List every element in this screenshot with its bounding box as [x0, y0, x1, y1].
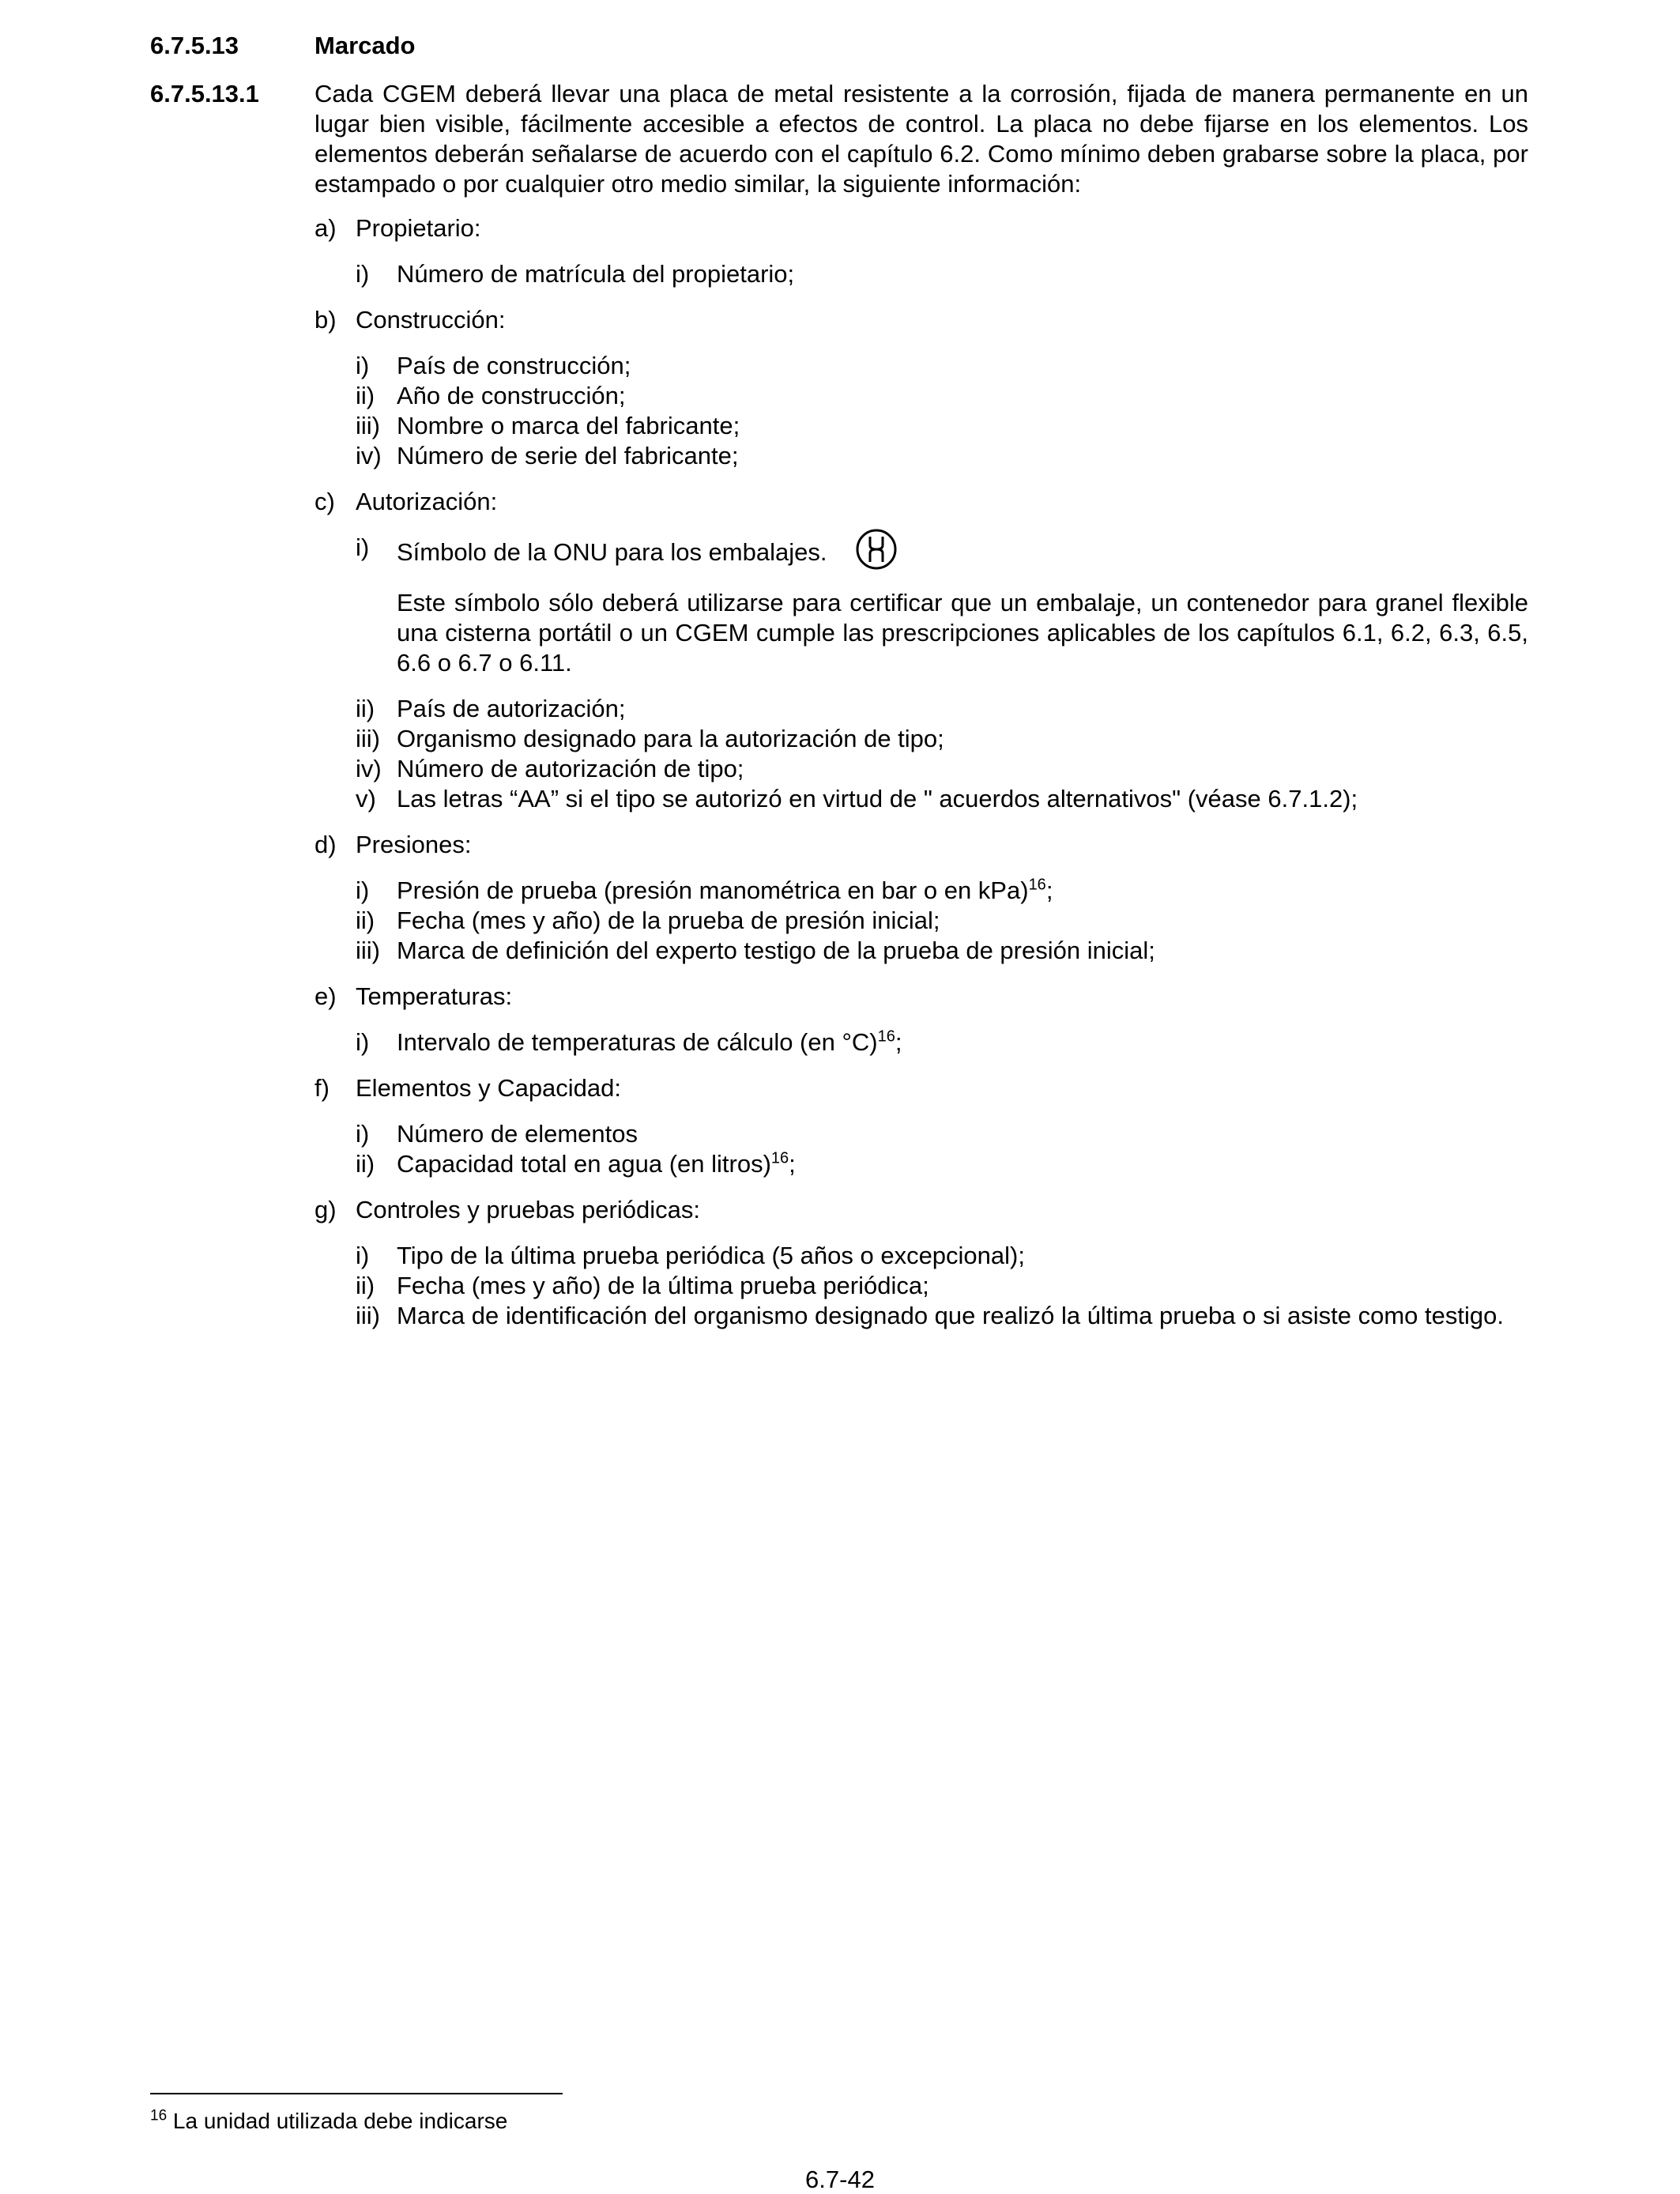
item-marker: iv) — [356, 755, 382, 782]
item-text-end: ; — [789, 1150, 796, 1178]
list-item — [356, 351, 1528, 381]
group-label-text: Temperaturas: — [356, 982, 513, 1010]
item-marker: ii) — [356, 695, 375, 722]
page-number: 6.7-42 — [805, 2166, 875, 2193]
list-item — [356, 1301, 1528, 1331]
section-number: 6.7.5.13 — [150, 32, 239, 59]
footnote-reference: 16 — [877, 1027, 895, 1046]
item-text: Año de construcción; — [397, 382, 626, 409]
item-text: Presión de prueba (presión manométrica en bar o en kPa) — [397, 876, 1029, 904]
group-label — [315, 982, 1528, 1012]
item-marker: iii) — [356, 1302, 380, 1329]
list-group-owner — [315, 213, 1528, 289]
footnote-reference: 16 — [1028, 876, 1046, 894]
list-item — [356, 411, 1528, 441]
group-label-text: Controles y pruebas periódicas: — [356, 1196, 700, 1223]
group-marker: a) — [315, 214, 337, 242]
list-item — [356, 694, 1528, 724]
list-item — [356, 724, 1528, 754]
list-item — [356, 876, 1528, 906]
list-group-construction — [315, 305, 1528, 471]
item-marker: iii) — [356, 412, 380, 439]
item-text: País de construcción; — [397, 352, 631, 379]
un-symbol-note: Este símbolo sólo deberá utilizarse para certificar que un embalaje, un contenedor para granel flexible una cisterna portátil o un CGEM cumple las prescripciones aplicables de los capítulos 6.1, 6.2, 6.3, 6.5, 6.6 o 6.7 o 6.11. — [397, 589, 1528, 677]
list-item — [356, 1149, 1528, 1179]
item-text-end: ; — [895, 1028, 902, 1056]
list-item — [356, 784, 1528, 814]
item-marker: iii) — [356, 725, 380, 752]
footnote-reference: 16 — [770, 1149, 789, 1167]
list-group-elements-capacity — [315, 1073, 1528, 1179]
item-text: Intervalo de temperaturas de cálculo (en °C) — [397, 1028, 878, 1056]
group-label-text: Elementos y Capacidad: — [356, 1074, 622, 1102]
group-label — [315, 305, 1528, 335]
item-text: País de autorización; — [397, 695, 626, 722]
item-text: Capacidad total en agua (en litros) — [397, 1150, 771, 1178]
group-label — [315, 487, 1528, 517]
section-heading — [150, 32, 416, 60]
footnote-mark: 16 — [150, 2107, 168, 2124]
item-marker: i) — [356, 1242, 370, 1269]
item-text: Número de serie del fabricante; — [397, 442, 739, 469]
item-marker: iv) — [356, 442, 382, 469]
list-item — [356, 441, 1528, 471]
item-marker: i) — [356, 533, 370, 561]
group-marker: d) — [315, 831, 337, 858]
item-text: Las letras “AA” si el tipo se autorizó en virtud de " acuerdos alternativos" (véase 6.7.1.2); — [397, 785, 1358, 812]
footnote-separator — [150, 2093, 563, 2094]
group-marker: g) — [315, 1196, 337, 1223]
group-label — [315, 830, 1528, 860]
intro-paragraph: Cada CGEM deberá llevar una placa de metal resistente a la corrosión, fijada de manera permanente en un lugar bien visible, fácilmente accesible a efectos de control. La placa no debe fijarse en los elementos. Los elementos deberán señalarse de acuerdo con el capítulo 6.2. Como mínimo deben grabarse sobre la placa, por estampado o por cualquier otro medio similar, la siguiente información: — [315, 80, 1528, 198]
item-marker: i) — [356, 876, 370, 904]
section-title: Marcado — [315, 32, 416, 59]
list-item — [356, 381, 1528, 411]
group-label-text: Propietario: — [356, 214, 481, 242]
item-marker: ii) — [356, 1150, 375, 1178]
group-label-text: Presiones: — [356, 831, 472, 858]
item-marker: ii) — [356, 1272, 375, 1299]
item-text: Número de autorización de tipo; — [397, 755, 744, 782]
list-group-temperatures — [315, 982, 1528, 1057]
item-text: Nombre o marca del fabricante; — [397, 412, 740, 439]
group-label — [315, 1073, 1528, 1103]
item-text: Marca de definición del experto testigo de la prueba de presión inicial; — [397, 937, 1155, 964]
list-group-authorization — [315, 487, 1528, 814]
marking-list — [315, 213, 1528, 1347]
list-item — [356, 1271, 1528, 1301]
item-text: Número de matrícula del propietario; — [397, 260, 795, 288]
list-item — [356, 1241, 1528, 1271]
paragraph-number: 6.7.5.13.1 — [150, 80, 259, 107]
group-marker: b) — [315, 306, 337, 334]
list-item — [356, 1027, 1528, 1057]
group-marker: e) — [315, 982, 337, 1010]
list-item — [356, 936, 1528, 966]
list-item — [356, 259, 1528, 289]
item-marker: i) — [356, 352, 370, 379]
group-label — [315, 213, 1528, 243]
list-group-periodic-inspections — [315, 1195, 1528, 1331]
item-marker: i) — [356, 1028, 370, 1056]
item-marker: i) — [356, 1120, 370, 1148]
item-text: Fecha (mes y año) de la prueba de presión inicial; — [397, 907, 940, 934]
group-label-text: Construcción: — [356, 306, 506, 334]
item-text-end: ; — [1045, 876, 1053, 904]
list-group-pressures — [315, 830, 1528, 966]
list-item — [356, 754, 1528, 784]
item-marker: ii) — [356, 382, 375, 409]
un-packaging-symbol-icon — [855, 528, 898, 571]
footnote — [150, 2109, 507, 2134]
group-label — [315, 1195, 1528, 1225]
item-marker: iii) — [356, 937, 380, 964]
group-marker: c) — [315, 488, 335, 515]
item-marker: v) — [356, 785, 376, 812]
list-item — [356, 533, 1528, 575]
list-item — [356, 906, 1528, 936]
item-text: Organismo designado para la autorización de tipo; — [397, 725, 944, 752]
item-text: Número de elementos — [397, 1120, 638, 1148]
group-label-text: Autorización: — [356, 488, 498, 515]
item-text: Símbolo de la ONU para los embalajes. — [397, 538, 827, 567]
item-marker: ii) — [356, 907, 375, 934]
item-text: Tipo de la última prueba periódica (5 años o excepcional); — [397, 1242, 1025, 1269]
item-marker: i) — [356, 260, 370, 288]
item-text: Marca de identificación del organismo designado que realizó la última prueba o si asiste como testigo. — [397, 1302, 1504, 1329]
footnote-text: La unidad utilizada debe indicarse — [167, 2109, 508, 2133]
group-marker: f) — [315, 1074, 330, 1102]
list-item — [356, 1119, 1528, 1149]
item-text: Fecha (mes y año) de la última prueba periódica; — [397, 1272, 929, 1299]
